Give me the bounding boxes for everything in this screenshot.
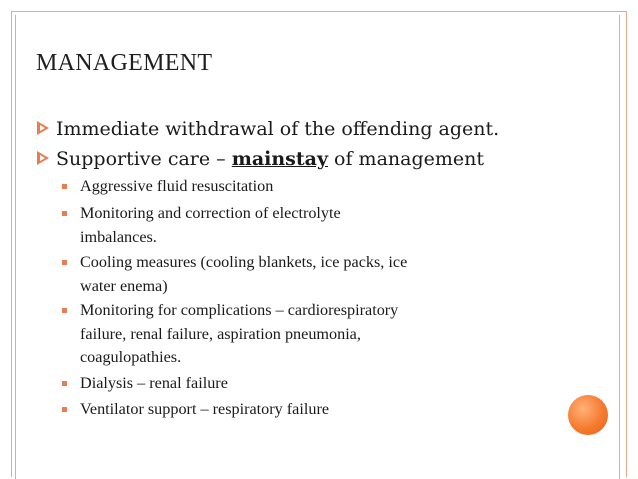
sub-bullet-text — [80, 251, 520, 298]
decorative-orb — [568, 395, 608, 435]
bullet-arrow-icon — [36, 150, 50, 166]
emphasis-text: mainstay — [231, 148, 328, 170]
bullet-text-suffix: of management — [328, 148, 484, 170]
sub-bullet-text — [80, 299, 520, 370]
bullet-text-prefix: Supportive care – — [56, 148, 232, 170]
sub-bullet-line: Monitoring for complications – cardiorespiratory — [80, 301, 399, 319]
sub-bullet-line: Ventilator support – respiratory failure — [80, 400, 330, 418]
slide-title: MANAGEMENT — [36, 50, 213, 76]
square-bullet-icon — [62, 260, 67, 265]
bullet-arrow-icon — [36, 120, 50, 136]
square-bullet-icon — [62, 407, 67, 412]
sub-bullet-line: Dialysis – renal failure — [80, 374, 228, 392]
sub-bullet-text — [80, 398, 520, 422]
square-bullet-icon — [62, 211, 67, 216]
sub-bullet-line: Aggressive fluid resuscitation — [80, 177, 274, 195]
sub-bullet-line: failure, renal failure, aspiration pneumonia, — [80, 324, 361, 343]
sub-bullet-line: imbalances. — [80, 227, 157, 246]
bullet-text — [56, 148, 484, 170]
sub-bullet-text — [80, 372, 520, 396]
square-bullet-icon — [62, 308, 67, 313]
sub-bullet-line: coagulopathies. — [80, 348, 182, 366]
square-bullet-icon — [62, 381, 67, 386]
sub-bullet-line: water enema) — [80, 276, 168, 295]
sub-bullet-text — [80, 175, 520, 199]
bullet-text: Immediate withdrawal of the offending agent. — [56, 118, 500, 140]
sub-bullet-text — [80, 202, 520, 249]
sub-bullet-line: Monitoring and correction of electrolyte — [80, 204, 341, 222]
sub-bullet-line: Cooling measures (cooling blankets, ice packs, ice — [80, 253, 408, 271]
square-bullet-icon — [62, 184, 67, 189]
